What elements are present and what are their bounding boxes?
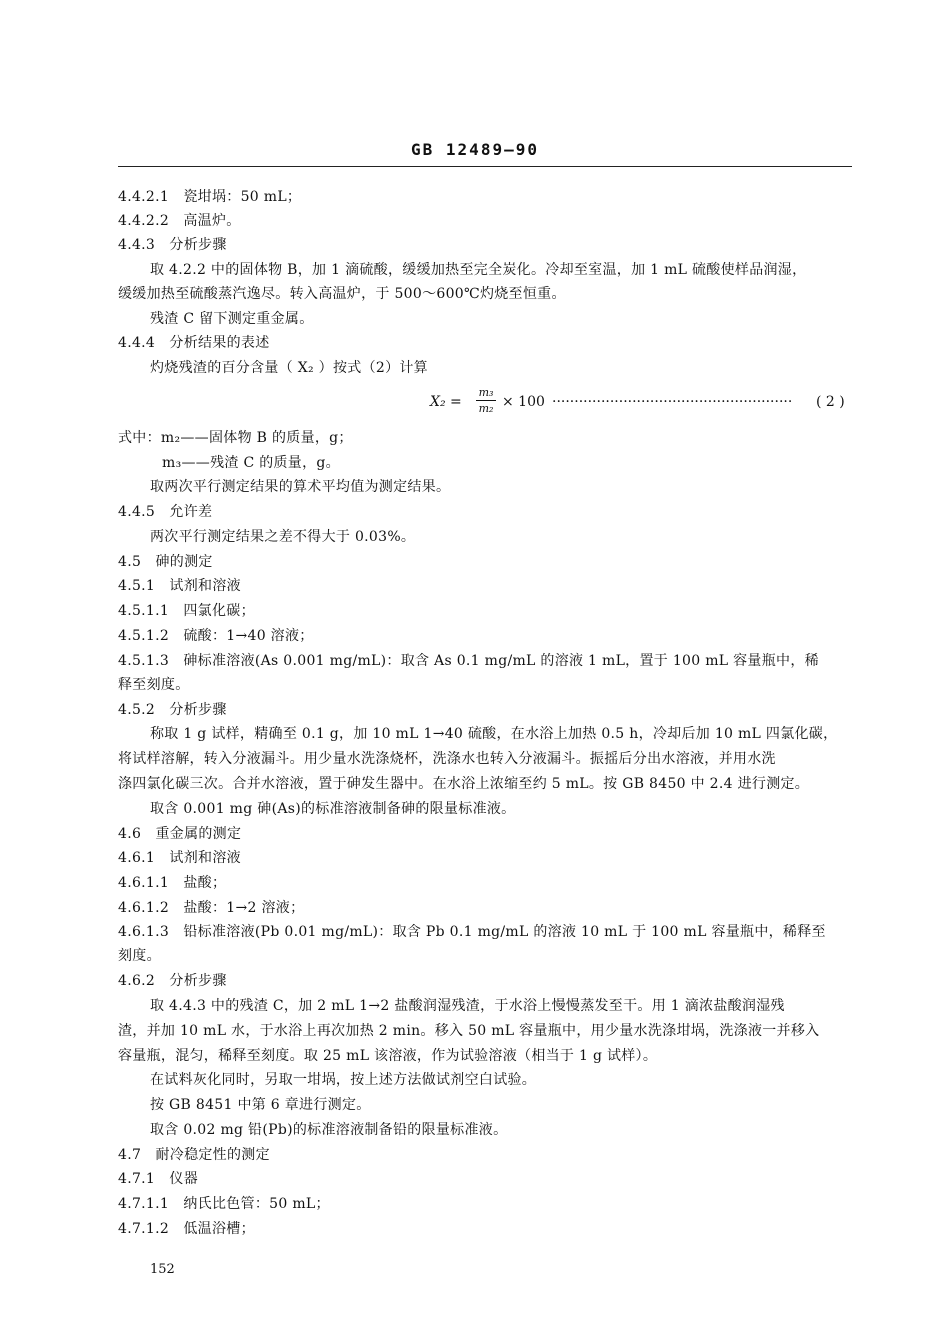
formula-rhs: × 100	[502, 394, 545, 410]
text-line: 两次平行测定结果之差不得大于 0.03%。	[150, 529, 416, 545]
document-header: GB 12489—90	[411, 140, 539, 159]
text-line: 4.5.1.3 砷标准溶液(As 0.001 mg/mL)：取含 As 0.1 mg/mL 的溶液 1 mL，置于 100 mL 容量瓶中，稀	[118, 653, 819, 669]
text-line: 取含 0.02 mg 铅(Pb)的标准溶液制备铅的限量标准液。	[150, 1122, 508, 1138]
section-heading: 4.6.2 分析步骤	[118, 973, 227, 989]
section-heading: 4.4.3 分析步骤	[118, 237, 227, 253]
text-line: m₃——残渣 C 的质量，g。	[162, 455, 340, 471]
formula-denominator: m₂	[478, 402, 494, 415]
formula-leader: ······················································	[552, 394, 793, 410]
text-line: 按 GB 8451 中第 6 章进行测定。	[150, 1097, 371, 1113]
section-heading: 4.4.4 分析结果的表述	[118, 335, 270, 351]
text-line: 涤四氯化碳三次。合并水溶液，置于砷发生器中。在水浴上浓缩至约 5 mL。按 GB 8450 中 2.4 进行测定。	[118, 776, 810, 792]
text-line: 容量瓶，混匀，稀释至刻度。取 25 mL 该溶液，作为试验溶液（相当于 1 g 试样）。	[118, 1048, 658, 1064]
text-line: 式中：m₂——固体物 B 的质量，g；	[118, 430, 353, 446]
text-line: 4.7.1.1 纳氏比色管：50 mL；	[118, 1196, 330, 1212]
text-line: 取含 0.001 mg 砷(As)的标准溶液制备砷的限量标准液。	[150, 801, 516, 817]
text-line: 残渣 C 留下测定重金属。	[150, 311, 314, 327]
equation-number: ( 2 )	[816, 394, 845, 410]
section-heading: 4.6 重金属的测定	[118, 826, 242, 842]
text-line: 灼烧残渣的百分含量（ X₂ ）按式（2）计算	[150, 360, 428, 376]
section-heading: 4.5.1 试剂和溶液	[118, 578, 241, 594]
text-line: 在试料灰化同时，另取一坩埚，按上述方法做试剂空白试验。	[150, 1072, 537, 1088]
text-line: 4.4.2.2 高温炉。	[118, 213, 241, 229]
text-line: 4.6.1.2 盐酸：1→2 溶液；	[118, 900, 305, 916]
text-line: 称取 1 g 试样，精确至 0.1 g，加 10 mL 1→40 硫酸，在水浴上加热 0.5 h，冷却后加 10 mL 四氯化碳，	[150, 726, 838, 742]
section-heading: 4.5.2 分析步骤	[118, 702, 227, 718]
text-line: 4.7.1.2 低温浴槽；	[118, 1221, 255, 1237]
section-heading: 4.7 耐冷稳定性的测定	[118, 1147, 270, 1163]
section-heading: 4.5 砷的测定	[118, 554, 213, 570]
text-line: 取两次平行测定结果的算术平均值为测定结果。	[150, 479, 451, 495]
section-heading: 4.6.1 试剂和溶液	[118, 850, 241, 866]
header-rule	[118, 166, 852, 167]
page-number: 152	[150, 1262, 175, 1277]
text-line: 4.5.1.1 四氯化碳；	[118, 603, 255, 619]
text-line: 将试样溶解，转入分液漏斗。用少量水洗涤烧杯，洗涤水也转入分液漏斗。振摇后分出水溶液，并用水洗	[118, 751, 776, 767]
text-line: 刻度。	[118, 948, 161, 964]
text-line: 取 4.2.2 中的固体物 B，加 1 滴硫酸，缓缓加热至完全炭化。冷却至室温，加 1 mL 硫酸使样品润湿，	[150, 262, 807, 278]
formula-numerator: m₃	[478, 386, 494, 399]
text-line: 缓缓加热至硫酸蒸汽逸尽。转入高温炉，于 500～600℃灼烧至恒重。	[118, 286, 566, 302]
text-line: 取 4.4.3 中的残渣 C，加 2 mL 1→2 盐酸润湿残渣，于水浴上慢慢蒸发至干。用 1 滴浓盐酸润湿残	[150, 998, 785, 1014]
formula-lhs: X₂ =	[430, 394, 462, 410]
section-heading: 4.4.5 允许差	[118, 504, 213, 520]
equation-2	[430, 386, 860, 420]
text-line: 4.6.1.3 铅标准溶液(Pb 0.01 mg/mL)：取含 Pb 0.1 mg/mL 的溶液 10 mL 于 100 mL 容量瓶中，稀释至	[118, 924, 826, 940]
text-line: 4.4.2.1 瓷坩埚：50 mL；	[118, 189, 302, 205]
section-heading: 4.7.1 仪器	[118, 1171, 199, 1187]
formula-fraction	[476, 386, 496, 415]
text-line: 4.6.1.1 盐酸；	[118, 875, 227, 891]
text-line: 4.5.1.2 硫酸：1→40 溶液；	[118, 628, 314, 644]
text-line: 渣，并加 10 mL 水，于水浴上再次加热 2 min。移入 50 mL 容量瓶中，用少量水洗涤坩埚，洗涤液一并移入	[118, 1023, 820, 1039]
text-line: 释至刻度。	[118, 677, 190, 693]
